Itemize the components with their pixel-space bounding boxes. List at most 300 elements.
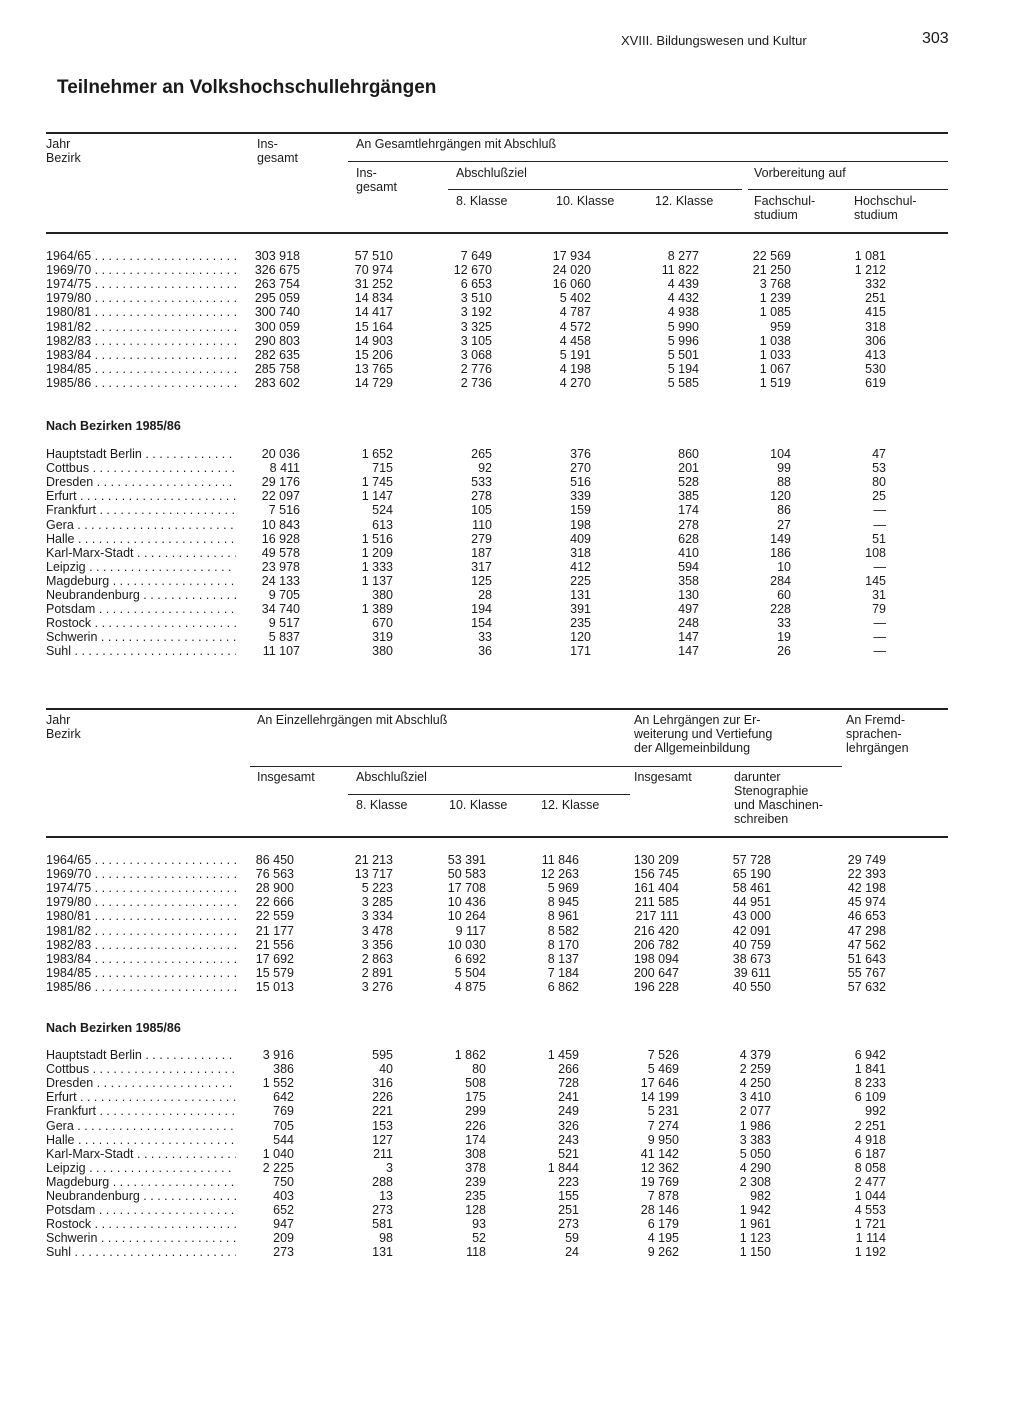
cell-10-klasse: 516 [570, 475, 591, 490]
t2-einzel-rule [250, 766, 630, 767]
cell-8-klasse: 3 [386, 1160, 393, 1175]
cell-insgesamt: 285 758 [254, 361, 300, 376]
cell-erweiterung-insgesamt: 9 950 [647, 1132, 679, 1147]
cell-insgesamt: 263 754 [254, 277, 300, 292]
table-row [0, 1245, 1024, 1259]
row-label: Erfurt . . . [46, 489, 236, 503]
cell-stenographie: 1 961 [739, 1217, 771, 1232]
row-label: 1982/83 . . . [46, 938, 236, 952]
cell-insgesamt: 282 635 [254, 347, 300, 362]
table-row [0, 475, 1024, 489]
t2-header-erweiterung: An Lehrgängen zur Er- weiterung und Vertiefung der Allgemeinbildung [634, 713, 773, 755]
cell-12-klasse: 278 [678, 517, 699, 532]
cell-stenographie: 4 379 [739, 1048, 771, 1062]
cell-erweiterung-insgesamt: 216 420 [633, 923, 679, 938]
cell-8-klasse: 279 [471, 531, 492, 546]
cell-insgesamt: 11 107 [262, 644, 300, 659]
cell-einzel-insgesamt: 947 [273, 1217, 294, 1232]
t2-header-einzellehrgaenge: An Einzellehrgängen mit Abschluß [257, 713, 448, 727]
table-row [0, 644, 1024, 658]
cell-fachschulstudium: 60 [777, 588, 791, 602]
cell-hochschulstudium: 413 [865, 347, 886, 362]
cell-8-klasse: 2 776 [460, 361, 492, 376]
cell-fremdsprachen: 4 553 [854, 1203, 886, 1218]
cell-erweiterung-insgesamt: 28 146 [640, 1203, 679, 1218]
cell-insgesamt: 326 675 [254, 263, 300, 278]
cell-12-klasse: 5 585 [667, 375, 699, 390]
cell-10-klasse: 9 117 [455, 923, 486, 938]
cell-10-klasse: 174 [465, 1132, 486, 1147]
cell-fachschulstudium: 186 [770, 545, 791, 560]
cell-10-klasse: 299 [465, 1104, 486, 1119]
cell-erweiterung-insgesamt: 198 094 [633, 951, 679, 966]
cell-insgesamt: 300 059 [254, 319, 300, 334]
table-row [0, 602, 1024, 616]
cell-8-klasse: 3 192 [460, 305, 492, 320]
cell-insgesamt: 23 978 [261, 559, 300, 574]
cell-8-klasse: 3 325 [460, 319, 492, 334]
cell-hochschulstudium: 51 [872, 531, 886, 546]
table-row [0, 881, 1024, 895]
cell-einzel-insgesamt: 652 [273, 1203, 294, 1218]
row-label: Leipzig . . . [46, 1161, 236, 1175]
cell-10-klasse: 508 [465, 1076, 486, 1091]
cell-fachschulstudium: 1 085 [759, 305, 791, 320]
cell-erweiterung-insgesamt: 7 878 [647, 1189, 679, 1203]
cell-erweiterung-insgesamt: 7 274 [647, 1118, 679, 1133]
t2-header-8-klasse: 8. Klasse [356, 798, 408, 812]
cell-hochschulstudium: — [873, 559, 886, 574]
cell-fachschulstudium: 88 [777, 475, 791, 490]
table-row [0, 305, 1024, 319]
cell-erweiterung-insgesamt: 5 231 [647, 1104, 679, 1119]
cell-8-klasse: 187 [471, 545, 492, 560]
row-label: Schwerin . . . [46, 630, 236, 644]
cell-hochschulstudium: — [873, 503, 886, 518]
cell-einzel-insgesamt: 642 [273, 1090, 294, 1105]
t2-erweiterung-rule [630, 766, 842, 767]
cell-fachschulstudium: 21 250 [752, 263, 791, 278]
cell-8-klasse: 110 [472, 517, 492, 532]
cell-einzel-insgesamt: 750 [273, 1174, 294, 1189]
table-row [0, 376, 1024, 390]
cell-insgesamt: 34 740 [261, 602, 300, 617]
cell-10-klasse: 391 [570, 602, 591, 617]
row-label: Cottbus . . . [46, 461, 236, 475]
t2-header-fremdsprachen: An Fremd- sprachen- lehrgängen [846, 713, 909, 755]
table-row [0, 503, 1024, 517]
cell-stenographie: 39 611 [733, 965, 771, 980]
cell-einzel-insgesamt: 273 [273, 1245, 294, 1260]
row-label: Erfurt . . . [46, 1090, 236, 1104]
t1-header-fachschulstudium: Fachschul- studium [754, 194, 816, 222]
cell-8-klasse: 28 [478, 588, 492, 602]
cell-erweiterung-insgesamt: 7 526 [647, 1048, 679, 1062]
table-row [0, 924, 1024, 938]
cell-12-klasse: 594 [678, 559, 699, 574]
cell-insgesamt: 29 176 [261, 475, 300, 490]
table-row [0, 348, 1024, 362]
cell-fremdsprachen: 47 562 [847, 937, 886, 952]
cell-10-klasse: 6 692 [454, 951, 486, 966]
row-label: 1982/83 . . . [46, 334, 236, 348]
cell-10-klasse: 4 875 [454, 979, 486, 994]
cell-10-klasse: 4 572 [559, 319, 591, 334]
cell-10-klasse: 52 [472, 1231, 486, 1246]
cell-insgesamt: 49 578 [261, 545, 300, 560]
cell-12-klasse: 410 [678, 545, 699, 560]
row-label: Potsdam . . . [46, 1203, 236, 1217]
t2-header-abschlussziel: Abschlußziel [356, 770, 427, 784]
table-row [0, 489, 1024, 503]
cell-hochschulstudium: 306 [865, 333, 886, 348]
row-label: Halle . . . [46, 1133, 236, 1147]
row-label: 1969/70 . . . [46, 867, 236, 881]
cell-einzel-insgesamt: 209 [273, 1231, 294, 1246]
cell-12-klasse: 11 822 [661, 263, 699, 278]
cell-12-klasse: 8 582 [547, 923, 579, 938]
cell-stenographie: 982 [750, 1189, 771, 1203]
cell-erweiterung-insgesamt: 130 209 [633, 853, 679, 867]
cell-8-klasse: 278 [471, 489, 492, 504]
cell-12-klasse: 5 194 [667, 361, 699, 376]
cell-fachschulstudium: 959 [770, 319, 791, 334]
table-row [0, 546, 1024, 560]
cell-12-klasse: 5 990 [667, 319, 699, 334]
cell-hochschulstudium: 53 [872, 461, 886, 476]
cell-insgesamt: 20 036 [261, 447, 300, 461]
cell-12-klasse: 4 938 [667, 305, 699, 320]
cell-8-klasse: 2 736 [460, 375, 492, 390]
table-row [0, 277, 1024, 291]
cell-8-klasse: 3 334 [361, 909, 393, 924]
cell-fachschulstudium: 1 067 [759, 361, 791, 376]
cell-8-klasse: 21 213 [354, 853, 393, 867]
cell-stenographie: 57 728 [732, 853, 771, 867]
cell-hochschulstudium: 1 081 [854, 249, 886, 263]
cell-hochschulstudium: 108 [865, 545, 886, 560]
row-label: 1964/65 . . . [46, 249, 236, 263]
cell-10-klasse: 235 [570, 616, 591, 631]
cell-fremdsprachen: 45 974 [847, 895, 886, 910]
cell-einzel-insgesamt: 17 692 [255, 951, 294, 966]
cell-8-klasse: 226 [372, 1090, 393, 1105]
cell-gesamt-insgesamt: 14 729 [354, 375, 393, 390]
cell-12-klasse: 8 277 [667, 249, 699, 263]
cell-12-klasse: 241 [558, 1090, 579, 1105]
cell-gesamt-insgesamt: 13 765 [354, 361, 393, 376]
cell-10-klasse: 120 [570, 630, 591, 645]
cell-gesamt-insgesamt: 1 209 [361, 545, 393, 560]
cell-fremdsprachen: 51 643 [847, 951, 886, 966]
cell-gesamt-insgesamt: 14 834 [354, 291, 393, 306]
cell-hochschulstudium: — [873, 517, 886, 532]
row-label: Suhl . . . [46, 644, 236, 658]
row-label: 1979/80 . . . [46, 895, 236, 909]
t1-header-bottom-rule [46, 232, 948, 234]
t1-header-sub-insgesamt: Ins- gesamt [356, 166, 397, 194]
cell-einzel-insgesamt: 705 [273, 1118, 294, 1133]
cell-stenographie: 3 410 [739, 1090, 771, 1105]
t1-header-10-klasse: 10. Klasse [556, 194, 615, 208]
row-label: Karl-Marx-Stadt . . . [46, 546, 236, 560]
cell-10-klasse: 24 020 [552, 263, 591, 278]
cell-fremdsprachen: 2 477 [854, 1174, 886, 1189]
table-row [0, 362, 1024, 376]
cell-10-klasse: 171 [570, 644, 591, 659]
cell-10-klasse: 53 391 [447, 853, 486, 867]
cell-12-klasse: 5 501 [667, 347, 699, 362]
table-row [0, 1104, 1024, 1118]
row-label: 1981/82 . . . [46, 924, 236, 938]
cell-erweiterung-insgesamt: 14 199 [640, 1090, 679, 1105]
cell-gesamt-insgesamt: 70 974 [354, 263, 393, 278]
cell-stenographie: 1 942 [739, 1203, 771, 1218]
table-row [0, 320, 1024, 334]
cell-insgesamt: 24 133 [261, 573, 300, 588]
cell-stenographie: 2 259 [739, 1062, 771, 1077]
cell-8-klasse: 2 863 [361, 951, 393, 966]
row-label: Neubrandenburg . . . [46, 588, 236, 602]
cell-10-klasse: 80 [472, 1062, 486, 1077]
cell-10-klasse: 409 [570, 531, 591, 546]
table-row [0, 1090, 1024, 1104]
cell-hochschulstudium: 251 [865, 291, 886, 306]
table-row [0, 263, 1024, 277]
table-row [0, 1076, 1024, 1090]
cell-insgesamt: 7 516 [268, 503, 300, 518]
cell-10-klasse: 175 [465, 1090, 486, 1105]
table-row [0, 588, 1024, 602]
cell-8-klasse: 7 649 [460, 249, 492, 263]
row-label: 1980/81 . . . [46, 305, 236, 319]
table-row [0, 630, 1024, 644]
cell-stenographie: 40 759 [732, 937, 771, 952]
cell-gesamt-insgesamt: 319 [372, 630, 393, 645]
row-label: Leipzig . . . [46, 560, 236, 574]
cell-8-klasse: 13 [379, 1189, 393, 1203]
cell-fremdsprachen: 1 841 [854, 1062, 886, 1077]
cell-insgesamt: 283 602 [254, 375, 300, 390]
row-label: 1983/84 . . . [46, 348, 236, 362]
cell-8-klasse: 3 285 [361, 895, 393, 910]
cell-12-klasse: 223 [558, 1174, 579, 1189]
cell-12-klasse: 249 [558, 1104, 579, 1119]
cell-8-klasse: 3 068 [460, 347, 492, 362]
cell-8-klasse: 154 [471, 616, 492, 631]
table-row [0, 518, 1024, 532]
cell-einzel-insgesamt: 769 [273, 1104, 294, 1119]
cell-12-klasse: 130 [678, 588, 699, 602]
cell-10-klasse: 412 [570, 559, 591, 574]
cell-stenographie: 38 673 [732, 951, 771, 966]
cell-fremdsprachen: 57 632 [847, 979, 886, 994]
cell-stenographie: 2 308 [739, 1174, 771, 1189]
cell-fremdsprachen: 46 653 [847, 909, 886, 924]
t2-header-insgesamt: Insgesamt [257, 770, 315, 784]
cell-8-klasse: 2 891 [361, 965, 393, 980]
cell-insgesamt: 290 803 [254, 333, 300, 348]
table-row [0, 980, 1024, 994]
table-row [0, 616, 1024, 630]
cell-8-klasse: 288 [372, 1174, 393, 1189]
cell-10-klasse: 5 504 [454, 965, 486, 980]
cell-8-klasse: 3 105 [460, 333, 492, 348]
table-row [0, 560, 1024, 574]
t1-header-stub: Jahr Bezirk [46, 137, 81, 165]
cell-8-klasse: 105 [471, 503, 492, 518]
cell-10-klasse: 10 030 [447, 937, 486, 952]
cell-fremdsprachen: 1 044 [854, 1189, 886, 1203]
row-label: Halle . . . [46, 532, 236, 546]
t2-header-stub: Jahr Bezirk [46, 713, 81, 741]
t1-header-8-klasse: 8. Klasse [456, 194, 508, 208]
cell-stenographie: 42 091 [732, 923, 771, 938]
t1-header-gesamtlehrgaenge: An Gesamtlehrgängen mit Abschluß [356, 137, 557, 151]
row-label: Gera . . . [46, 1119, 236, 1133]
cell-gesamt-insgesamt: 613 [372, 517, 393, 532]
cell-erweiterung-insgesamt: 161 404 [633, 881, 679, 896]
row-label: 1980/81 . . . [46, 909, 236, 923]
cell-8-klasse: 127 [372, 1132, 393, 1147]
cell-fremdsprachen: 22 393 [847, 867, 886, 882]
cell-10-klasse: 4 458 [559, 333, 591, 348]
row-label: Suhl . . . [46, 1245, 236, 1259]
row-label: Hauptstadt Berlin . . . [46, 447, 236, 461]
cell-8-klasse: 211 [373, 1146, 393, 1161]
cell-10-klasse: 128 [465, 1203, 486, 1218]
t1-header-insgesamt: Ins- gesamt [257, 137, 298, 165]
row-label: Dresden . . . [46, 1076, 236, 1090]
row-label: 1974/75 . . . [46, 277, 236, 291]
cell-12-klasse: 728 [558, 1076, 579, 1091]
cell-hochschulstudium: — [873, 644, 886, 659]
cell-fremdsprachen: 992 [865, 1104, 886, 1119]
cell-8-klasse: 3 356 [361, 937, 393, 952]
cell-10-klasse: 378 [465, 1160, 486, 1175]
row-label: 1969/70 . . . [46, 263, 236, 277]
cell-fachschulstudium: 284 [770, 573, 791, 588]
row-label: Gera . . . [46, 518, 236, 532]
cell-12-klasse: 273 [558, 1217, 579, 1232]
cell-stenographie: 58 461 [732, 881, 771, 896]
t1-header-abschlussziel: Abschlußziel [456, 166, 527, 180]
table-row [0, 966, 1024, 980]
table-row [0, 461, 1024, 475]
t1-group-rule [348, 161, 948, 162]
table-row [0, 1062, 1024, 1076]
cell-12-klasse: 11 846 [541, 853, 579, 867]
cell-erweiterung-insgesamt: 12 362 [640, 1160, 679, 1175]
cell-12-klasse: 4 432 [667, 291, 699, 306]
table-row [0, 447, 1024, 461]
cell-8-klasse: 3 510 [460, 291, 492, 306]
cell-gesamt-insgesamt: 1 137 [361, 573, 393, 588]
cell-einzel-insgesamt: 22 559 [255, 909, 294, 924]
row-label: Neubrandenburg . . . [46, 1189, 236, 1203]
cell-12-klasse: 528 [678, 475, 699, 490]
cell-12-klasse: 59 [565, 1231, 579, 1246]
cell-10-klasse: 10 264 [447, 909, 486, 924]
cell-8-klasse: 40 [379, 1062, 393, 1077]
cell-8-klasse: 36 [478, 644, 492, 659]
cell-fremdsprachen: 8 058 [854, 1160, 886, 1175]
cell-10-klasse: 318 [570, 545, 591, 560]
page-number: 303 [922, 30, 949, 47]
cell-12-klasse: 6 862 [547, 979, 579, 994]
table-row [0, 895, 1024, 909]
row-label: 1983/84 . . . [46, 952, 236, 966]
cell-gesamt-insgesamt: 1 147 [361, 489, 393, 504]
cell-fremdsprachen: 6 109 [854, 1090, 886, 1105]
cell-erweiterung-insgesamt: 6 179 [647, 1217, 679, 1232]
cell-8-klasse: 316 [372, 1076, 393, 1091]
cell-8-klasse: 533 [471, 475, 492, 490]
cell-8-klasse: 13 717 [354, 867, 393, 882]
table-row [0, 952, 1024, 966]
cell-einzel-insgesamt: 86 450 [255, 853, 294, 867]
cell-12-klasse: 24 [565, 1245, 579, 1260]
table-row [0, 853, 1024, 867]
cell-hochschulstudium: — [873, 616, 886, 631]
t1-header-hochschulstudium: Hochschul- studium [854, 194, 917, 222]
cell-12-klasse: 860 [678, 447, 699, 461]
cell-12-klasse: 1 844 [547, 1160, 579, 1175]
cell-12-klasse: 8 137 [547, 951, 579, 966]
row-label: 1985/86 . . . [46, 980, 236, 994]
cell-erweiterung-insgesamt: 19 769 [640, 1174, 679, 1189]
cell-12-klasse: 12 263 [540, 867, 579, 882]
cell-12-klasse: 521 [558, 1146, 579, 1161]
cell-gesamt-insgesamt: 1 389 [361, 602, 393, 617]
cell-12-klasse: 155 [558, 1189, 579, 1203]
cell-erweiterung-insgesamt: 156 745 [633, 867, 679, 882]
cell-erweiterung-insgesamt: 206 782 [633, 937, 679, 952]
cell-10-klasse: 270 [570, 461, 591, 476]
row-label: Hauptstadt Berlin . . . [46, 1048, 236, 1062]
table-row [0, 249, 1024, 263]
cell-8-klasse: 5 223 [361, 881, 393, 896]
row-label: Cottbus . . . [46, 1062, 236, 1076]
cell-12-klasse: 1 459 [547, 1048, 579, 1062]
cell-erweiterung-insgesamt: 211 585 [634, 895, 679, 910]
cell-einzel-insgesamt: 403 [273, 1189, 294, 1203]
table-row [0, 574, 1024, 588]
table-row [0, 1133, 1024, 1147]
cell-fachschulstudium: 27 [777, 517, 791, 532]
cell-gesamt-insgesamt: 14 417 [354, 305, 393, 320]
cell-stenographie: 4 290 [739, 1160, 771, 1175]
table-row [0, 867, 1024, 881]
cell-fremdsprachen: 2 251 [854, 1118, 886, 1133]
table-row [0, 532, 1024, 546]
cell-einzel-insgesamt: 15 013 [255, 979, 294, 994]
cell-fachschulstudium: 120 [770, 489, 791, 504]
t1-header-vorbereitung: Vorbereitung auf [754, 166, 846, 180]
cell-8-klasse: 273 [372, 1203, 393, 1218]
table-row [0, 938, 1024, 952]
t2-header-darunter: darunter Stenographie und Maschinen- schreiben [734, 770, 823, 826]
cell-12-klasse: 385 [678, 489, 699, 504]
table-row [0, 291, 1024, 305]
row-label: 1981/82 . . . [46, 320, 236, 334]
cell-8-klasse: 317 [471, 559, 492, 574]
t2-section-label: Nach Bezirken 1985/86 [46, 1021, 181, 1035]
cell-gesamt-insgesamt: 1 333 [361, 559, 393, 574]
t2-header-12-klasse: 12. Klasse [541, 798, 600, 812]
cell-12-klasse: 497 [678, 602, 699, 617]
cell-fachschulstudium: 86 [777, 503, 791, 518]
